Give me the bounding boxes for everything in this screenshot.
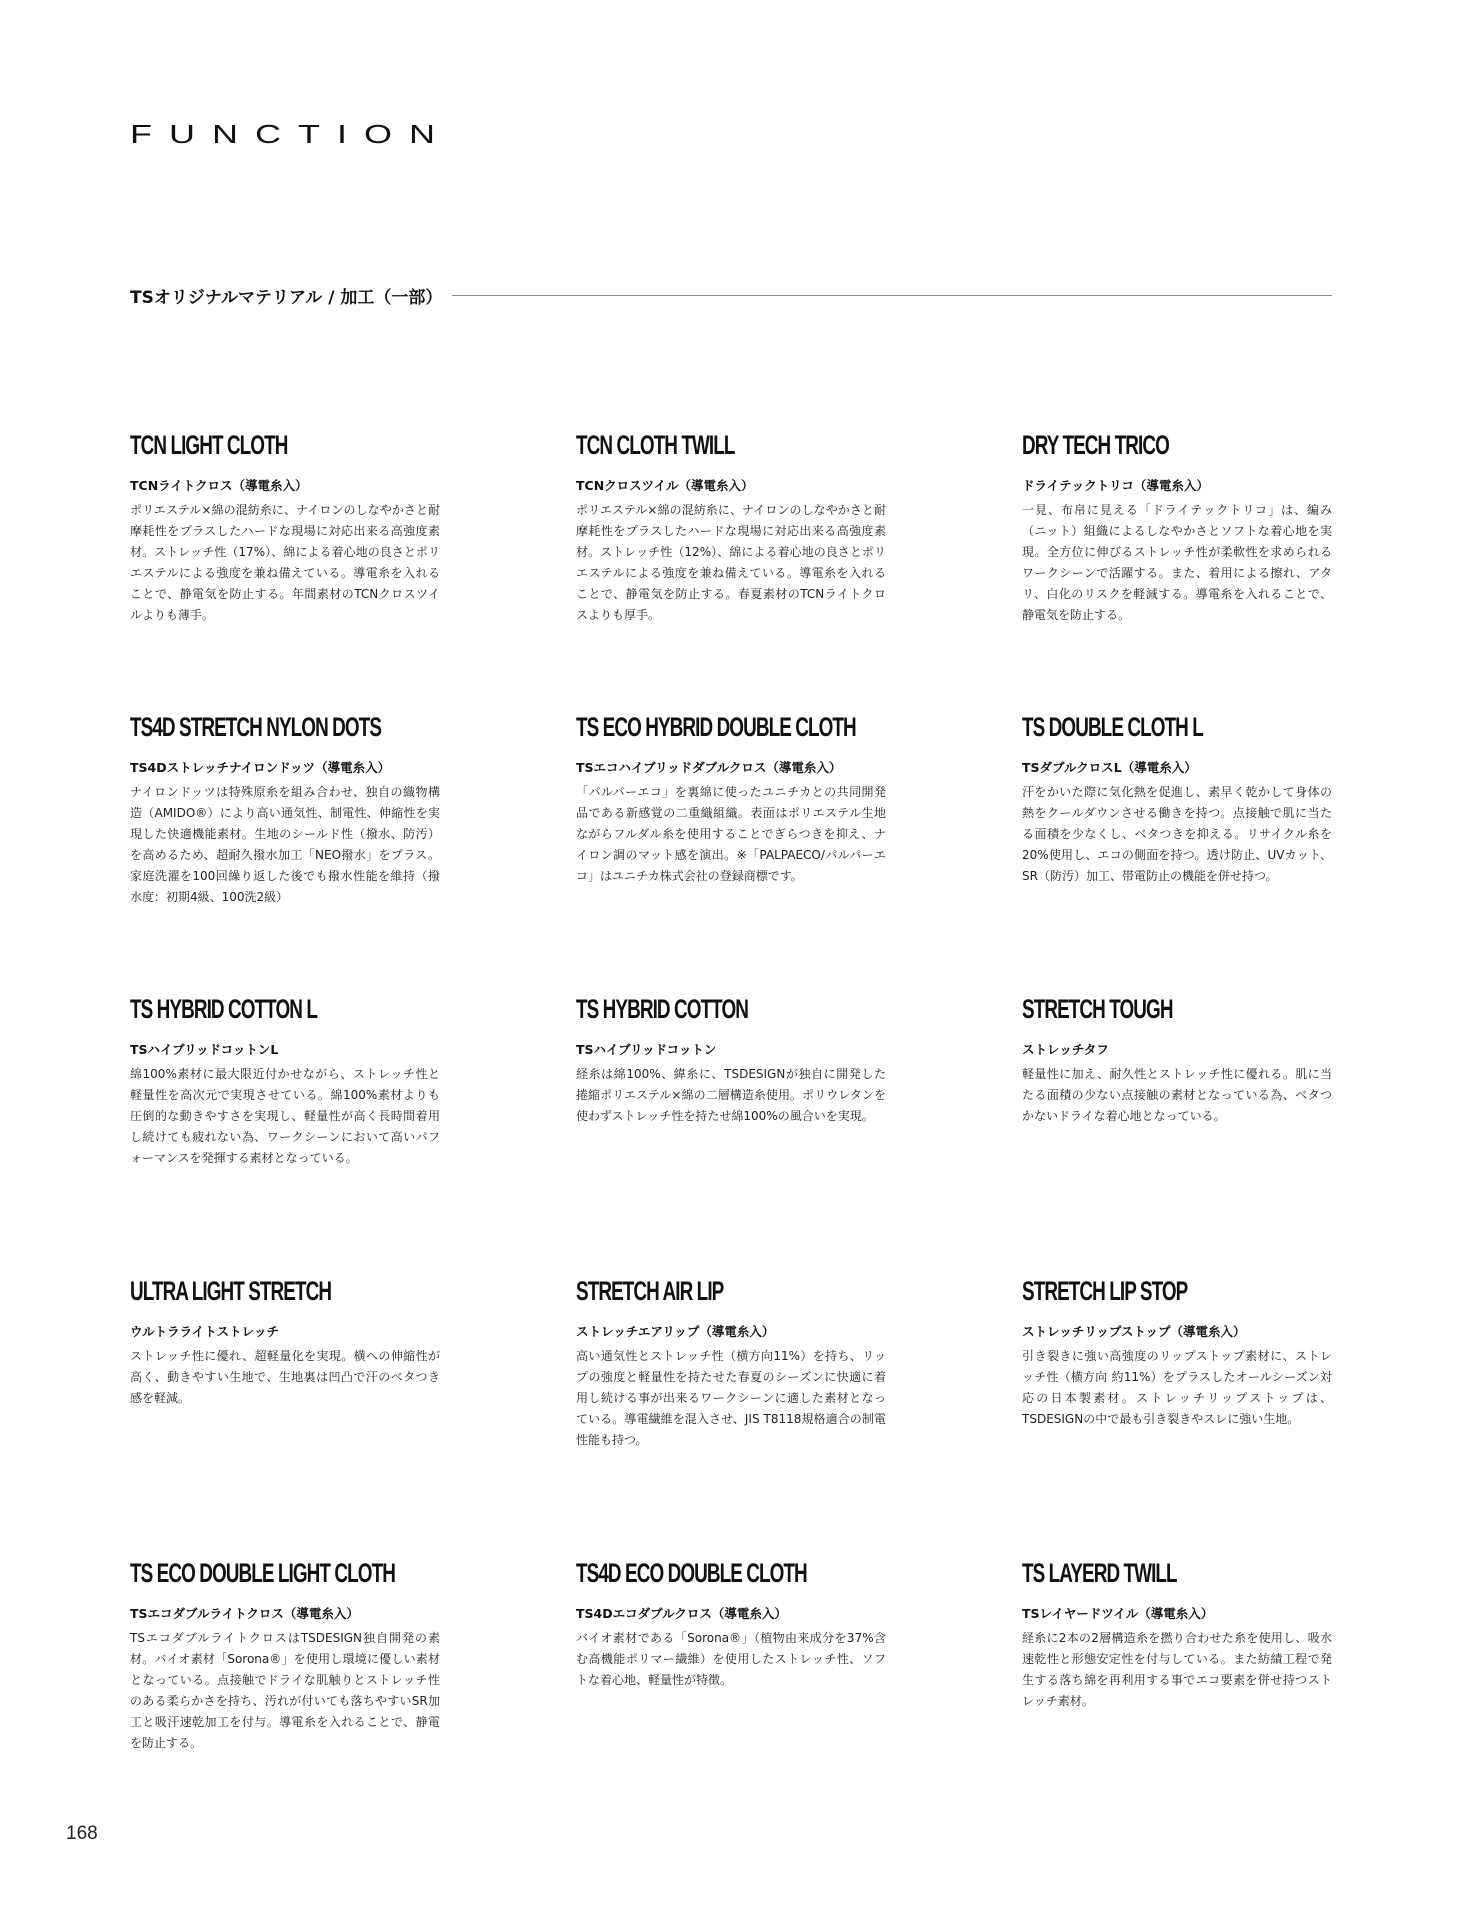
material-title: TS4D STRETCH NYLON DOTS (130, 712, 382, 742)
material-title: STRETCH TOUGH (1022, 994, 1173, 1024)
material-subtitle: TCNクロスツイル（導電糸入） (576, 478, 754, 493)
material-card (576, 712, 886, 994)
material-description: 綿100%素材に最大限近付かせながら、ストレッチ性と軽量性を高次元で実現させている。綿100%素材よりも圧倒的な動きやすさを実現し、軽量性が高く長時間着用し続けても疲れない為、ワークシーンにおいて高いパフォーマンスを発揮する素材となっている。 (130, 1067, 440, 1165)
material-title: STRETCH AIR LIP (576, 1276, 724, 1306)
material-card (1022, 1558, 1332, 1840)
material-title: TS4D ECO DOUBLE CLOTH (576, 1558, 807, 1588)
material-card (1022, 1276, 1332, 1558)
material-card (576, 1558, 886, 1840)
material-title: DRY TECH TRICO (1022, 430, 1169, 460)
material-card (130, 712, 440, 994)
material-card (1022, 712, 1332, 994)
material-description: 引き裂きに強い高強度のリップストップ素材に、ストレッチ性（横方向 約11%）をプラスしたオールシーズン対応の日本製素材。ストレッチリップストップは、TSDESIGNの中で最も引き裂きやスレに強い生地。 (1022, 1349, 1332, 1426)
material-card (130, 1276, 440, 1558)
material-card (130, 994, 440, 1276)
material-description: 高い通気性とストレッチ性（横方向11%）を持ち、リップの強度と軽量性を持たせた春夏のシーズンに快適に着用し続ける事が出来るワークシーンに適した素材となっている。導電繊維を混入させ、JIS T8118規格適合の制電性能も持つ。 (576, 1349, 886, 1447)
material-title: TS HYBRID COTTON L (130, 994, 317, 1024)
material-description: TSエコダブルライトクロスはTSDESIGN独自開発の素材。バイオ素材「Sorona®」を使用し環境に優しい素材となっている。点接触でドライな肌触りとストレッチ性のある柔らかさを持ち、汚れが付いても落ちやすいSR加工と吸汗速乾加工を付与。導電糸を入れることで、静電を防止する。 (130, 1631, 440, 1750)
material-subtitle: TSエコダブルライトクロス（導電糸入） (130, 1606, 359, 1621)
material-description: ストレッチ性に優れ、超軽量化を実現。横への伸縮性が高く、動きやすい生地で、生地裏は凹凸で汗のベタつき感を軽減。 (130, 1349, 440, 1405)
material-subtitle: TSエコハイブリッドダブルクロス（導電糸入） (576, 760, 842, 775)
material-subtitle: TS4Dストレッチナイロンドッツ（導電糸入） (130, 760, 391, 775)
material-subtitle: TSレイヤードツイル（導電糸入） (1022, 1606, 1214, 1621)
material-subtitle: TCNライトクロス（導電糸入） (130, 478, 308, 493)
material-description: 経糸は綿100%、緯糸に、TSDESIGNが独自に開発した捲縮ポリエステル×綿の二層構造糸使用。ポリウレタンを使わずストレッチ性を持たせ綿100%の風合いを実現。 (576, 1067, 886, 1123)
material-title: TS HYBRID COTTON (576, 994, 749, 1024)
material-description: ポリエステル×綿の混紡糸に、ナイロンのしなやかさと耐摩耗性をプラスしたハードな現場に対応出来る高強度素材。ストレッチ性（17%）、綿による着心地の良さとポリエステルによる強度を兼ね備えている。導電糸を入れることで、静電気を防止する。年間素材のTCNクロスツイルよりも薄手。 (130, 503, 440, 622)
material-title: TCN LIGHT CLOTH (130, 430, 288, 460)
material-subtitle: TSハイブリッドコットン (576, 1042, 717, 1057)
material-description: ポリエステル×綿の混紡糸に、ナイロンのしなやかさと耐摩耗性をプラスしたハードな現場に対応出来る高強度素材。ストレッチ性（12%）、綿による着心地の良さとポリエステルによる強度を兼ね備えている。導電糸を入れることで、静電気を防止する。春夏素材のTCNライトクロスよりも厚手。 (576, 503, 886, 622)
page-number: 168 (66, 1823, 98, 1844)
material-title: TCN CLOTH TWILL (576, 430, 735, 460)
material-card (576, 430, 886, 712)
material-description: 一見、布帛に見える「ドライテックトリコ」は、編み（ニット）組織によるしなやかさとソフトな着心地を実現。全方位に伸びるストレッチ性が柔軟性を求められるワークシーンで活躍する。また、着用による擦れ、アタリ、白化のリスクを軽減する。導電糸を入れることで、静電気を防止する。 (1022, 503, 1332, 622)
material-subtitle: ウルトラライトストレッチ (130, 1324, 280, 1339)
material-title: STRETCH LIP STOP (1022, 1276, 1188, 1306)
material-subtitle: TSハイブリッドコットンL (130, 1042, 279, 1057)
material-card (576, 994, 886, 1276)
material-title: TS LAYERD TWILL (1022, 1558, 1177, 1588)
material-subtitle: ストレッチタフ (1022, 1042, 1109, 1057)
material-card (130, 430, 440, 712)
section-label: TSオリジナルマテリアル / 加工（一部） (130, 287, 443, 308)
material-card (1022, 430, 1332, 712)
material-card (130, 1558, 440, 1840)
material-description: ナイロンドッツは特殊原糸を組み合わせ、独自の織物構造（AMIDO®）により高い通気性、制電性、伸縮性を実現した快適機能素材。生地のシールド性（撥水、防汚）を高めるため、超耐久撥水加工「NEO撥水」をプラス。家庭洗濯を100回繰り返した後でも撥水性能を維持（撥水度：初期4級、100洗2級） (130, 785, 440, 904)
material-description: 軽量性に加え、耐久性とストレッチ性に優れる。肌に当たる面積の少ない点接触の素材となっている為、ベタつかないドライな着心地となっている。 (1022, 1067, 1332, 1123)
materials-grid (130, 430, 1332, 1840)
page-title: FUNCTION (130, 119, 452, 149)
material-title: TS DOUBLE CLOTH L (1022, 712, 1203, 742)
material-title: TS ECO HYBRID DOUBLE CLOTH (576, 712, 856, 742)
material-title: TS ECO DOUBLE LIGHT CLOTH (130, 1558, 395, 1588)
material-subtitle: TSダブルクロスL（導電糸入） (1022, 760, 1197, 775)
material-card (576, 1276, 886, 1558)
material-card (1022, 994, 1332, 1276)
material-description: 経糸に2本の2層構造糸を撚り合わせた糸を使用し、吸水速乾性と形態安定性を付与している。また紡績工程で発生する落ち綿を再利用する事でエコ要素を併せ持つストレッチ素材。 (1022, 1631, 1332, 1708)
material-subtitle: ストレッチリップストップ（導電糸入） (1022, 1324, 1246, 1339)
material-subtitle: ストレッチエアリップ（導電糸入） (576, 1324, 775, 1339)
section-divider (452, 295, 1332, 296)
section-header (130, 280, 1332, 310)
material-description: 「パルパーエコ」を裏綿に使ったユニチカとの共同開発品である新感覚の二重織組織。表面はポリエステル生地ながらフルダル糸を使用することでぎらつきを抑え、ナイロン調のマット感を演出。※「PALPAECO/パルパーエコ」はユニチカ株式会社の登録商標です。 (576, 785, 886, 883)
material-description: バイオ素材である「Sorona®」（植物由来成分を37%含む高機能ポリマー繊維）を使用したストレッチ性、ソフトな着心地、軽量性が特徴。 (576, 1631, 886, 1687)
material-title: ULTRA LIGHT STRETCH (130, 1276, 332, 1306)
material-description: 汗をかいた際に気化熱を促進し、素早く乾かして身体の熱をクールダウンさせる働きを持つ。点接触で肌に当たる面積を少なくし、ベタつきを抑える。リサイクル糸を20%使用し、エコの側面を持つ。透け防止、UVカット、SR（防汚）加工、帯電防止の機能を併せ持つ。 (1022, 785, 1332, 883)
material-subtitle: ドライテックトリコ（導電糸入） (1022, 478, 1209, 493)
material-subtitle: TS4Dエコダブルクロス（導電糸入） (576, 1606, 787, 1621)
